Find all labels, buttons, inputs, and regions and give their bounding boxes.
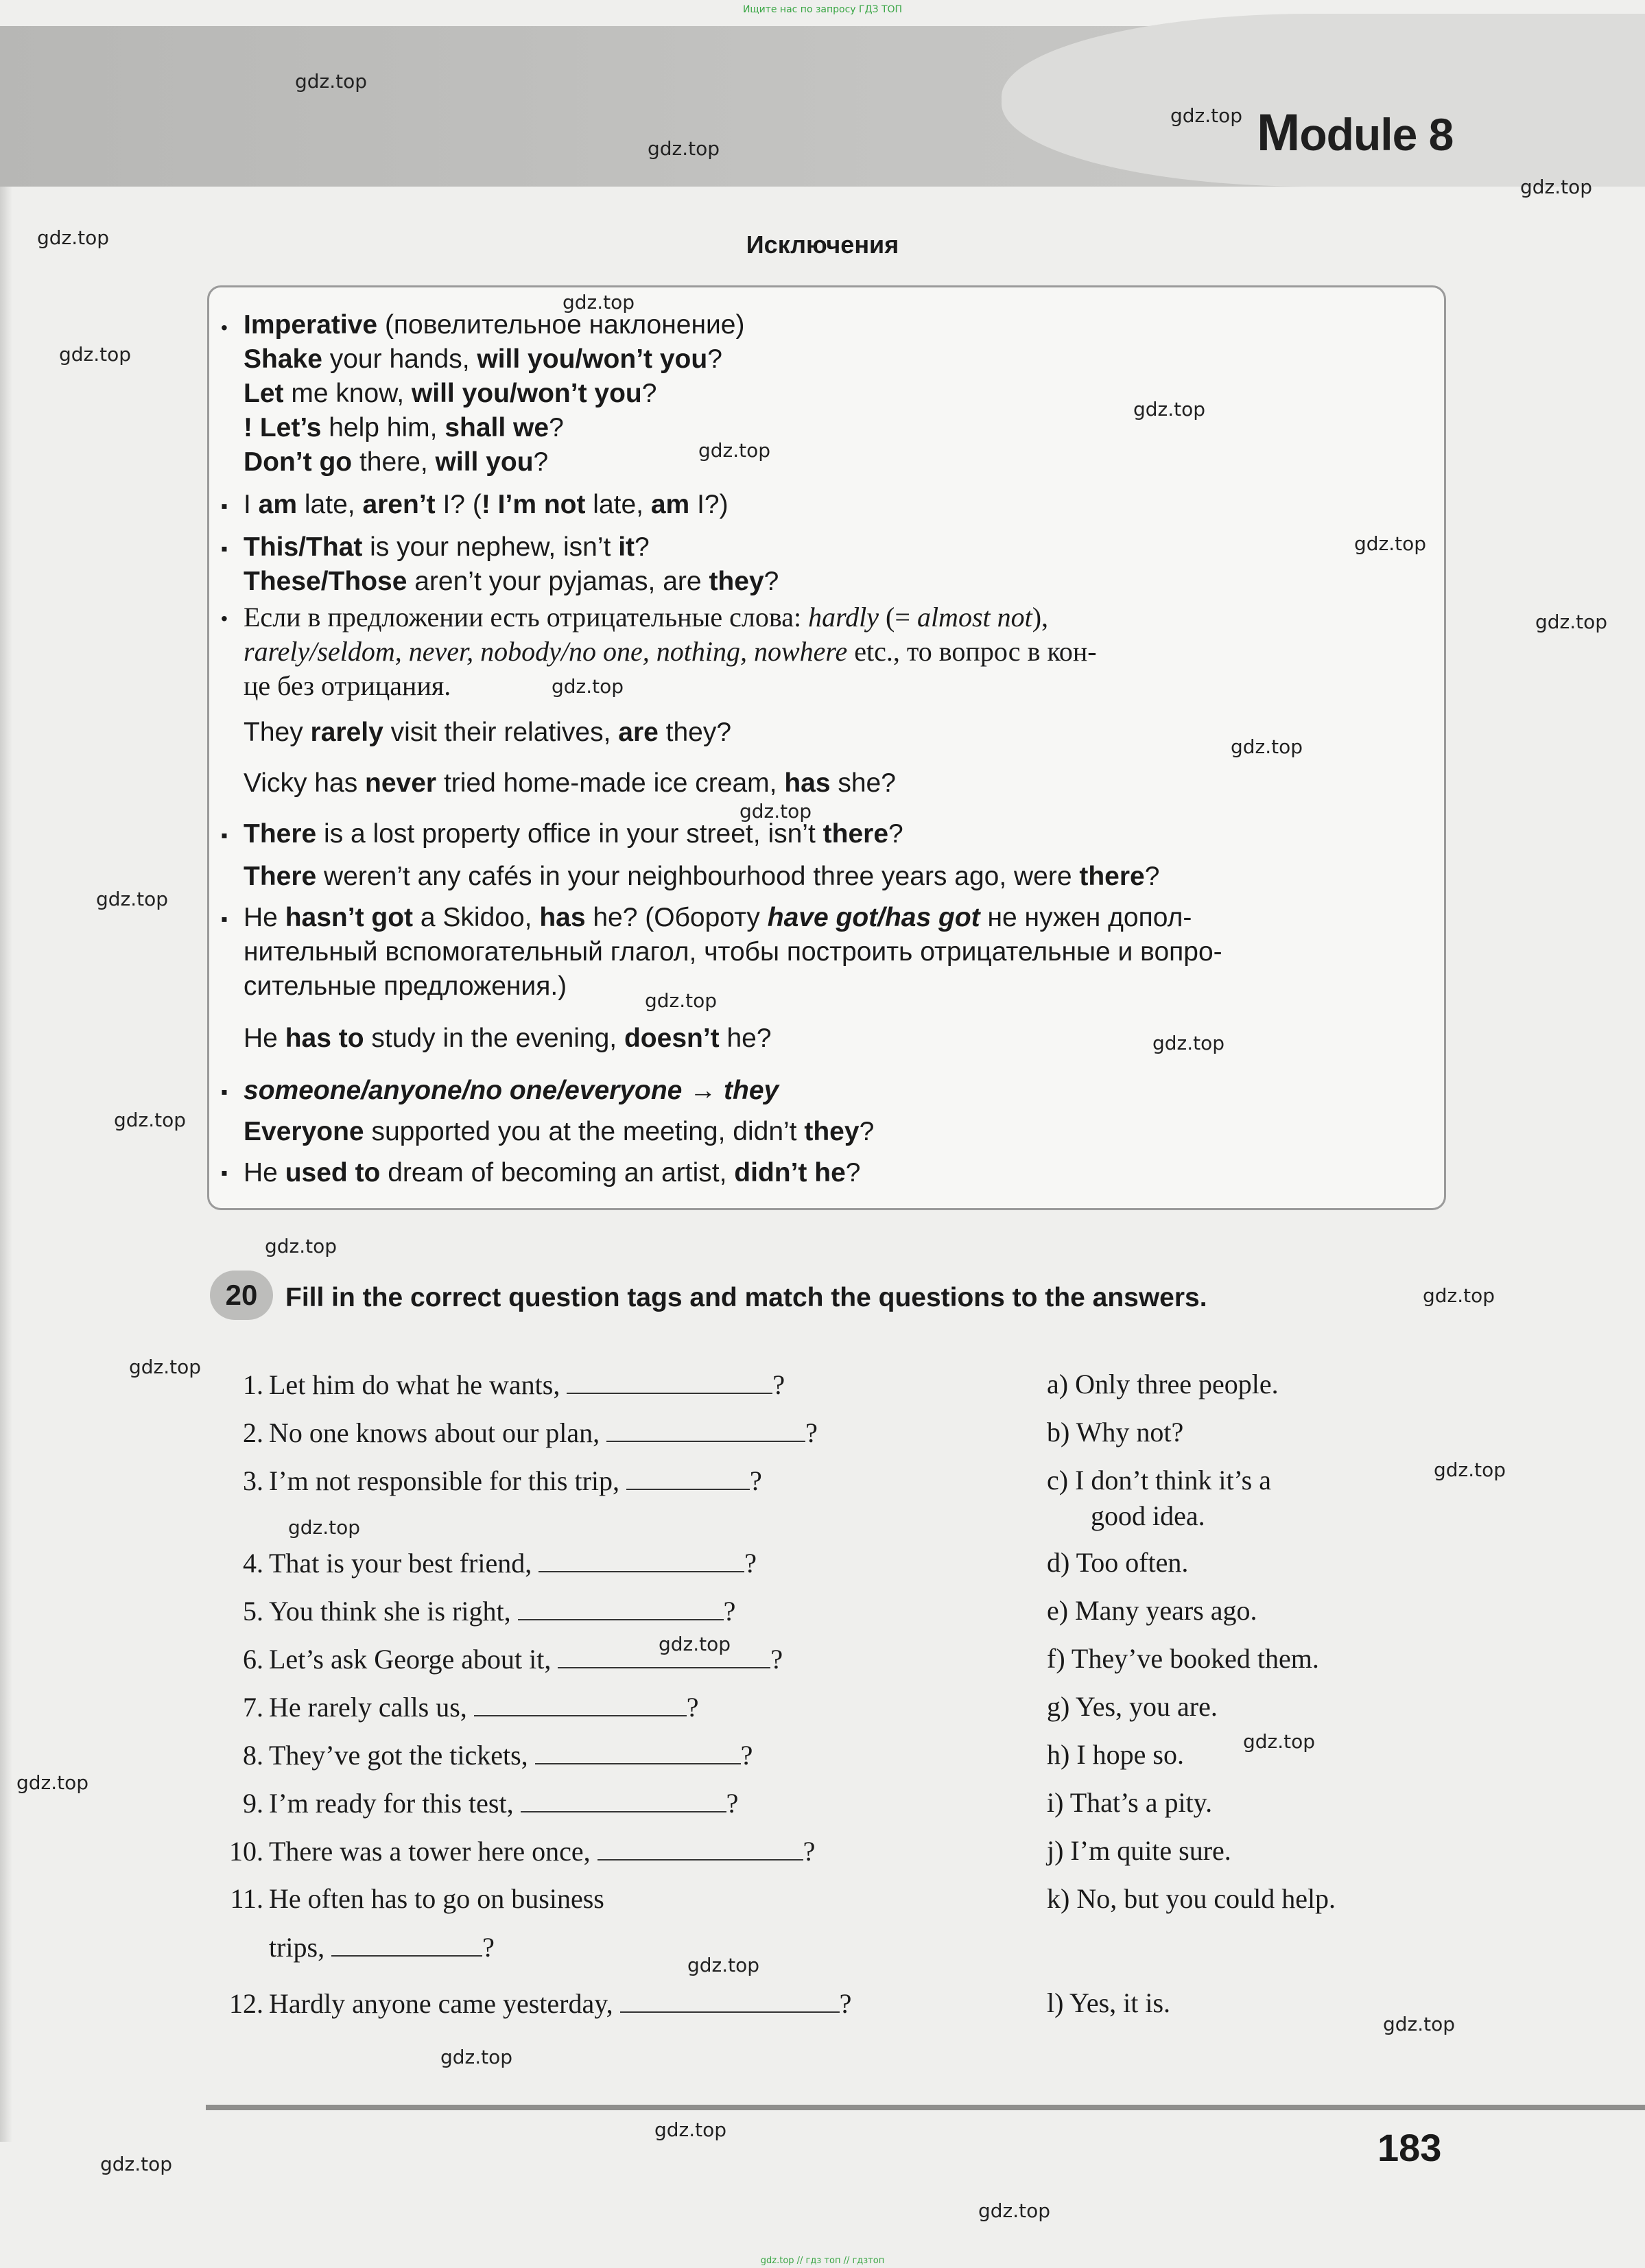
answer-blank[interactable] [597,1834,803,1861]
watermark: gdz.top [687,1954,760,1976]
question-item-continued: trips, ? [269,1932,495,1963]
rule-this-that: This/That is your nephew, isn’t it? [244,532,650,562]
answer-item: g) Yes, you are. [1047,1691,1218,1722]
question-item: 1. Let him do what he wants, ? [243,1369,785,1400]
answer-item-continued: good idea. [1091,1500,1205,1531]
question-item: 2. No one knows about our plan, ? [243,1417,818,1448]
answer-blank[interactable] [331,1930,482,1957]
answer-item: k) No, but you could help. [1047,1883,1336,1914]
watermark: gdz.top [1520,176,1593,198]
watermark: gdz.top [37,226,110,249]
watermark: gdz.top [645,989,718,1012]
watermark: gdz.top [59,343,132,366]
watermark: gdz.top [1133,398,1206,421]
watermark: gdz.top [1243,1730,1316,1753]
watermark: gdz.top [1231,735,1303,758]
question-item: 3. I’m not responsible for this trip, ? [243,1465,762,1496]
module-title: Module 8 [1257,104,1454,162]
watermark: gdz.top [1354,532,1427,555]
bullet: • [221,608,228,629]
watermark: gdz.top [1152,1032,1225,1054]
answer-blank[interactable] [539,1546,744,1572]
watermark: gdz.top [1170,104,1243,127]
watermark: gdz.top [563,291,635,314]
rule-someone: someone/anyone/no one/everyone → they [244,1076,779,1105]
watermark: gdz.top [1535,611,1608,633]
question-item: 9. I’m ready for this test, ? [243,1788,739,1819]
question-item: 4. That is your best friend, ? [243,1548,757,1579]
rule-negative-words: Если в предложении есть отрицательные слова: hardly (= almost not), [244,602,1049,633]
watermark: gdz.top [1434,1458,1506,1481]
answer-item: c) I don’t think it’s a [1047,1465,1271,1496]
bullet: ▪ [221,1081,228,1102]
answer-item: a) Only three people. [1047,1369,1279,1399]
watermark: gdz.top [96,888,169,910]
watermark: gdz.top [129,1356,202,1378]
watermark: gdz.top [739,800,812,823]
rule-these-those: These/Those aren’t your pyjamas, are they? [244,567,779,596]
answer-blank[interactable] [620,1987,840,2013]
bottom-note: gdz.top // гдз топ // гдзтоп [760,2256,885,2266]
exercise-instruction: Fill in the correct question tags and match the questions to the answers. [285,1283,1207,1312]
question-item: 6. Let’s ask George about it, ? [243,1644,783,1675]
rule-example: Everyone supported you at the meeting, didn’t they? [244,1117,875,1146]
rule-example: Don’t go there, will you? [244,447,549,477]
watermark: gdz.top [114,1109,187,1131]
bullet: ▪ [221,538,228,559]
question-item: 7. He rarely calls us, ? [243,1692,699,1723]
rule-example: He has to study in the evening, doesn’t he? [244,1024,772,1053]
watermark: gdz.top [552,675,624,698]
rule-have-got: He hasn’t got a Skidoo, has he? (Обороту have got/has got не нужен допол- [244,903,1192,932]
watermark: gdz.top [16,1771,89,1794]
top-note: Ищите нас по запросу ГДЗ ТОП [742,4,903,15]
watermark: gdz.top [978,2199,1051,2222]
watermark: gdz.top [440,2046,513,2068]
watermark: gdz.top [659,1633,731,1655]
watermark: gdz.top [698,439,771,462]
rule-i-am: I am late, aren’t I? (! I’m not late, am I?) [244,490,729,519]
section-title: Исключения [746,231,899,259]
bullet: ▪ [221,495,228,517]
watermark: gdz.top [648,137,720,160]
watermark: gdz.top [288,1516,361,1539]
answer-item: f) They’ve booked them. [1047,1643,1319,1674]
answer-blank[interactable] [474,1690,687,1716]
answer-blank[interactable] [521,1786,726,1812]
exercise-number: 20 [210,1271,273,1320]
rule-used-to: He used to dream of becoming an artist, didn’t he? [244,1158,861,1188]
watermark: gdz.top [265,1235,338,1257]
answer-blank[interactable] [518,1594,724,1620]
answer-item: l) Yes, it is. [1047,1987,1171,2018]
answer-item: b) Why not? [1047,1417,1184,1448]
bullet: ▪ [221,908,228,930]
question-item: 5. You think she is right, ? [243,1596,736,1627]
answer-blank[interactable] [535,1738,741,1764]
answer-blank[interactable] [567,1368,772,1394]
rule-have-got: сительные предложения.) [244,971,567,1001]
watermark: gdz.top [295,70,368,93]
rule-example: Shake your hands, will you/won’t you? [244,344,722,374]
question-item: 8. They’ve got the tickets, ? [243,1740,753,1771]
footer-rule [206,2105,1645,2110]
watermark: gdz.top [1383,2013,1456,2035]
answer-item: h) I hope so. [1047,1739,1184,1770]
rule-have-got: нительный вспомогательный глагол, чтобы построить отрицательные и вопро- [244,937,1222,967]
rule-example: Let me know, will you/won’t you? [244,379,657,408]
rule-negative-words: це без отрицания. [244,670,451,701]
watermark: gdz.top [1423,1284,1495,1307]
question-item: 12. Hardly anyone came yesterday, ? [229,1988,852,2019]
answer-blank[interactable] [606,1416,805,1442]
bullet: ▪ [221,1162,228,1183]
answer-item: e) Many years ago. [1047,1595,1257,1626]
rule-there: There is a lost property office in your street, isn’t there? [244,819,903,849]
question-item: 10. There was a tower here once, ? [229,1836,816,1867]
watermark: gdz.top [654,2118,727,2141]
rule-example: ! Let’s help him, shall we? [244,413,564,442]
rule-negative-words: rarely/seldom, never, nobody/no one, nothing, nowhere etc., то вопрос в кон- [244,636,1097,667]
bullet: • [221,317,228,338]
page-number: 183 [1377,2126,1442,2169]
rule-example: They rarely visit their relatives, are they? [244,718,732,747]
rule-there: There weren’t any cafés in your neighbourhood three years ago, were there? [244,862,1160,891]
answer-item: d) Too often. [1047,1547,1189,1578]
page-gutter-shade [0,187,12,2142]
answer-item: i) That’s a pity. [1047,1787,1213,1818]
answer-item: j) I’m quite sure. [1047,1835,1231,1866]
rule-example: Vicky has never tried home-made ice cream, has she? [244,768,896,798]
answer-blank[interactable] [626,1464,750,1490]
question-item: 11. He often has to go on business [230,1883,604,1914]
watermark: gdz.top [100,2153,173,2175]
rule-imperative: Imperative (повелительное наклонение) [244,310,745,340]
bullet: ▪ [221,825,228,846]
